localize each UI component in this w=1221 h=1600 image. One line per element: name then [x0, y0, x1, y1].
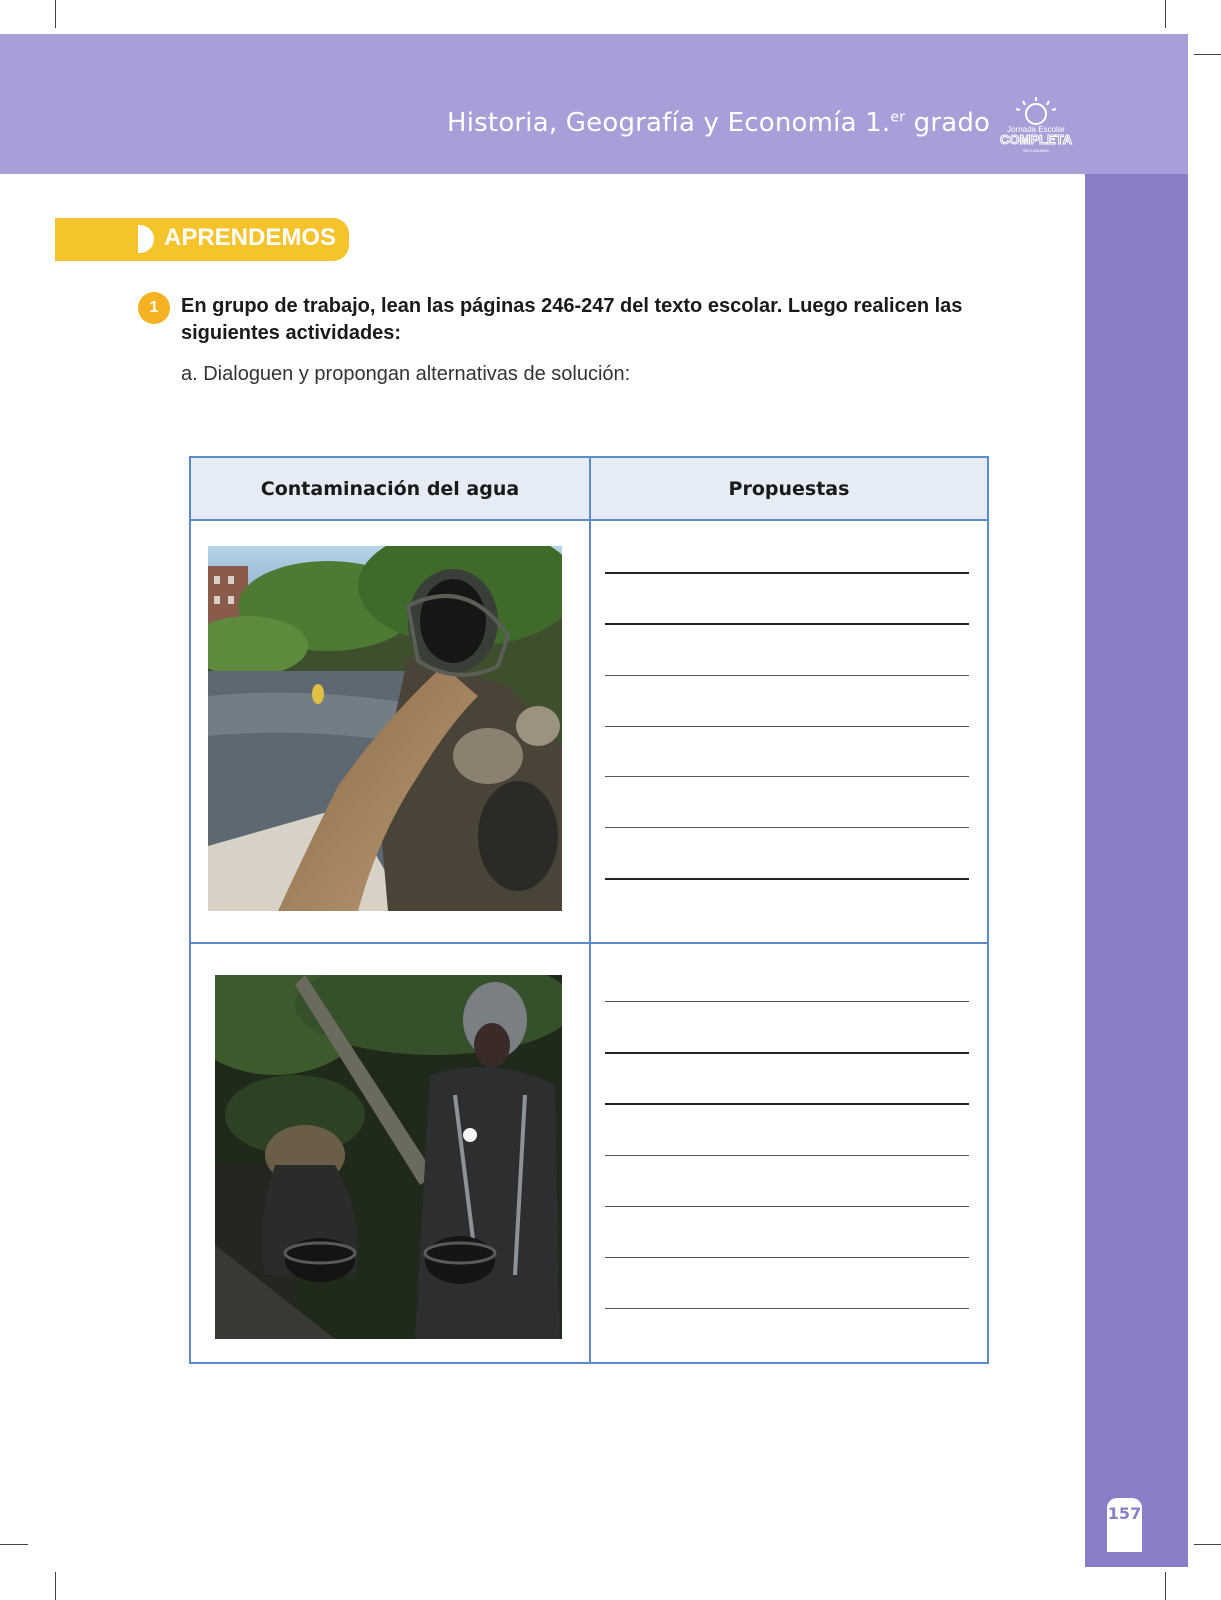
crop-mark	[1194, 1544, 1221, 1545]
writing-line[interactable]	[605, 1308, 969, 1309]
side-strip	[1085, 174, 1188, 1567]
page-number: 157	[1107, 1504, 1142, 1523]
writing-line[interactable]	[605, 1103, 969, 1105]
writing-line[interactable]	[605, 1001, 969, 1002]
writing-line[interactable]	[605, 726, 969, 727]
writing-line[interactable]	[605, 623, 969, 625]
writing-line[interactable]	[605, 572, 969, 574]
table-header-contaminacion: Contaminación del agua	[191, 458, 589, 521]
writing-line[interactable]	[605, 776, 969, 777]
section-title: APRENDEMOS	[164, 224, 337, 251]
writing-line[interactable]	[605, 1155, 969, 1156]
oil-workers-photo	[215, 975, 562, 1339]
activity-item-a: a. Dialoguen y propongan alternativas de solución:	[181, 363, 631, 385]
activity-instruction: En grupo de trabajo, lean las páginas 246-247 del texto escolar. Luego realicen las siguientes actividades:	[181, 295, 963, 344]
crop-mark	[1165, 1572, 1166, 1600]
crop-mark	[1194, 54, 1221, 55]
crop-mark	[1165, 0, 1166, 28]
logo-main-text: COMPLETA	[1000, 132, 1072, 147]
writing-line[interactable]	[605, 675, 969, 676]
activity-number-badge: 1	[138, 292, 170, 324]
table-header-propuestas: Propuestas	[589, 458, 987, 521]
logo-top-text: Jornada Escolar	[1007, 125, 1065, 134]
crop-mark	[55, 0, 56, 28]
activity-table	[189, 456, 989, 1364]
crop-mark	[0, 1544, 28, 1545]
jornada-escolar-logo	[996, 96, 1076, 156]
writing-line[interactable]	[605, 1052, 969, 1054]
page-header-title: Historia, Geografía y Economía 1.$^{er}$ grado	[447, 108, 991, 138]
writing-line[interactable]	[605, 827, 969, 828]
writing-line[interactable]	[605, 1257, 969, 1258]
logo-sub-text: SECUNDARIA	[1022, 148, 1050, 153]
table-row-divider	[191, 942, 987, 944]
crop-mark	[55, 1572, 56, 1600]
writing-line[interactable]	[605, 1206, 969, 1207]
table-column-divider	[589, 458, 591, 1362]
writing-line[interactable]	[605, 878, 969, 880]
sewage-pipe-photo	[208, 546, 562, 911]
